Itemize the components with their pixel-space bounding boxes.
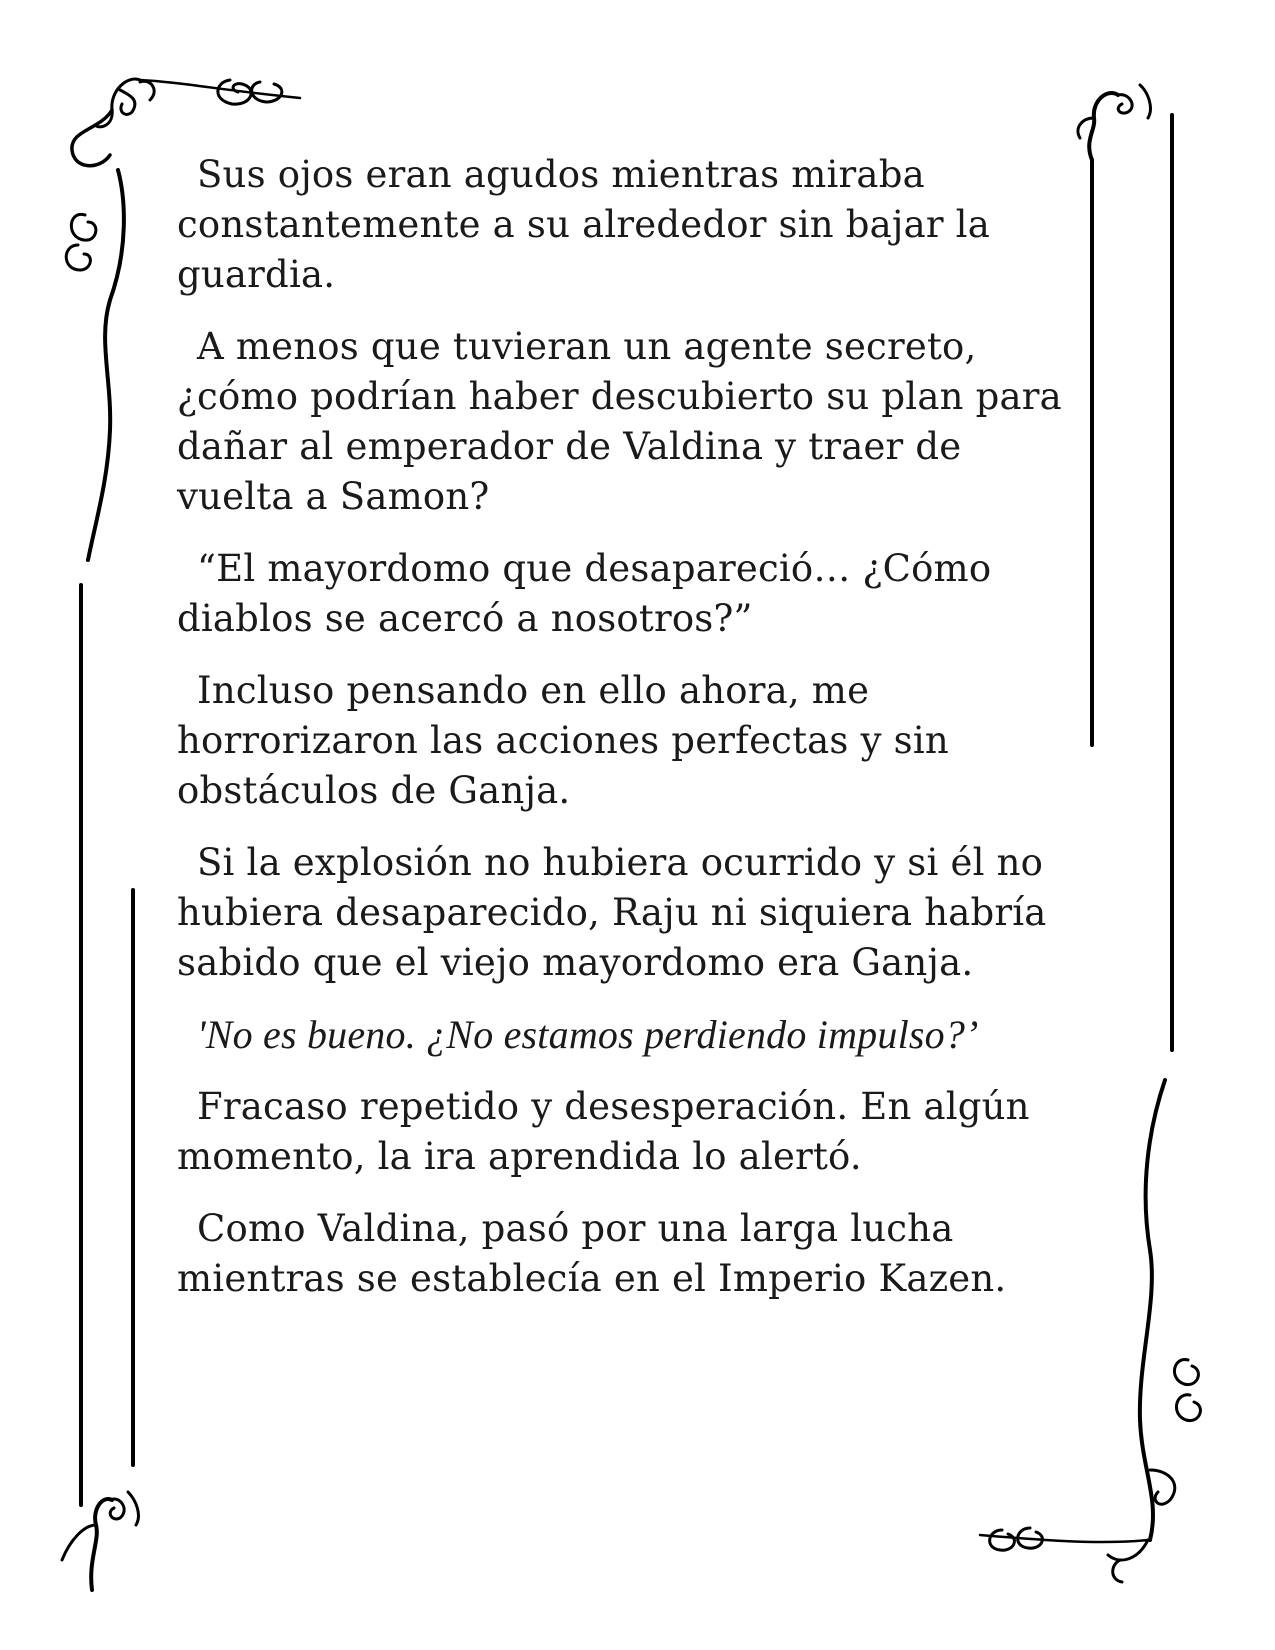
paragraph-5: Si la explosión no hubiera ocurrido y si él no hubiera desaparecido, Raju ni siquiera habría sabido que el viejo mayordomo era Ganja.	[177, 841, 1047, 984]
bottom-left-flourish	[62, 1492, 138, 1590]
paragraph-1: Sus ojos eran agudos mientras miraba constantemente a su alrededor sin bajar la guardia.	[177, 153, 990, 296]
top-right-flourish	[1078, 85, 1150, 160]
left-border-lines	[81, 585, 133, 1505]
paragraph-2: A menos que tuvieran un agente secreto, ¿cómo podrían haber descubierto su plan para dañar al emperador de Valdina y traer de vuelta a Samon?	[177, 325, 1062, 518]
body-text-column	[177, 150, 1077, 1326]
paragraph-8: Como Valdina, pasó por una larga lucha mientras se establecía en el Imperio Kazen.	[177, 1207, 1007, 1300]
paragraph-4: Incluso pensando en ello ahora, me horrorizaron las acciones perfectas y sin obstáculos de Ganja.	[177, 669, 949, 812]
paragraph-6-thought: 'No es bueno. ¿No estamos perdiendo impulso?’	[197, 1012, 979, 1057]
right-border-lines	[1092, 115, 1172, 1050]
paragraph-3-dialogue: “El mayordomo que desapareció… ¿Cómo diablos se acercó a nosotros?”	[177, 547, 992, 640]
paragraph-7: Fracaso repetido y desesperación. En algún momento, la ira aprendida lo alertó.	[177, 1085, 1030, 1178]
